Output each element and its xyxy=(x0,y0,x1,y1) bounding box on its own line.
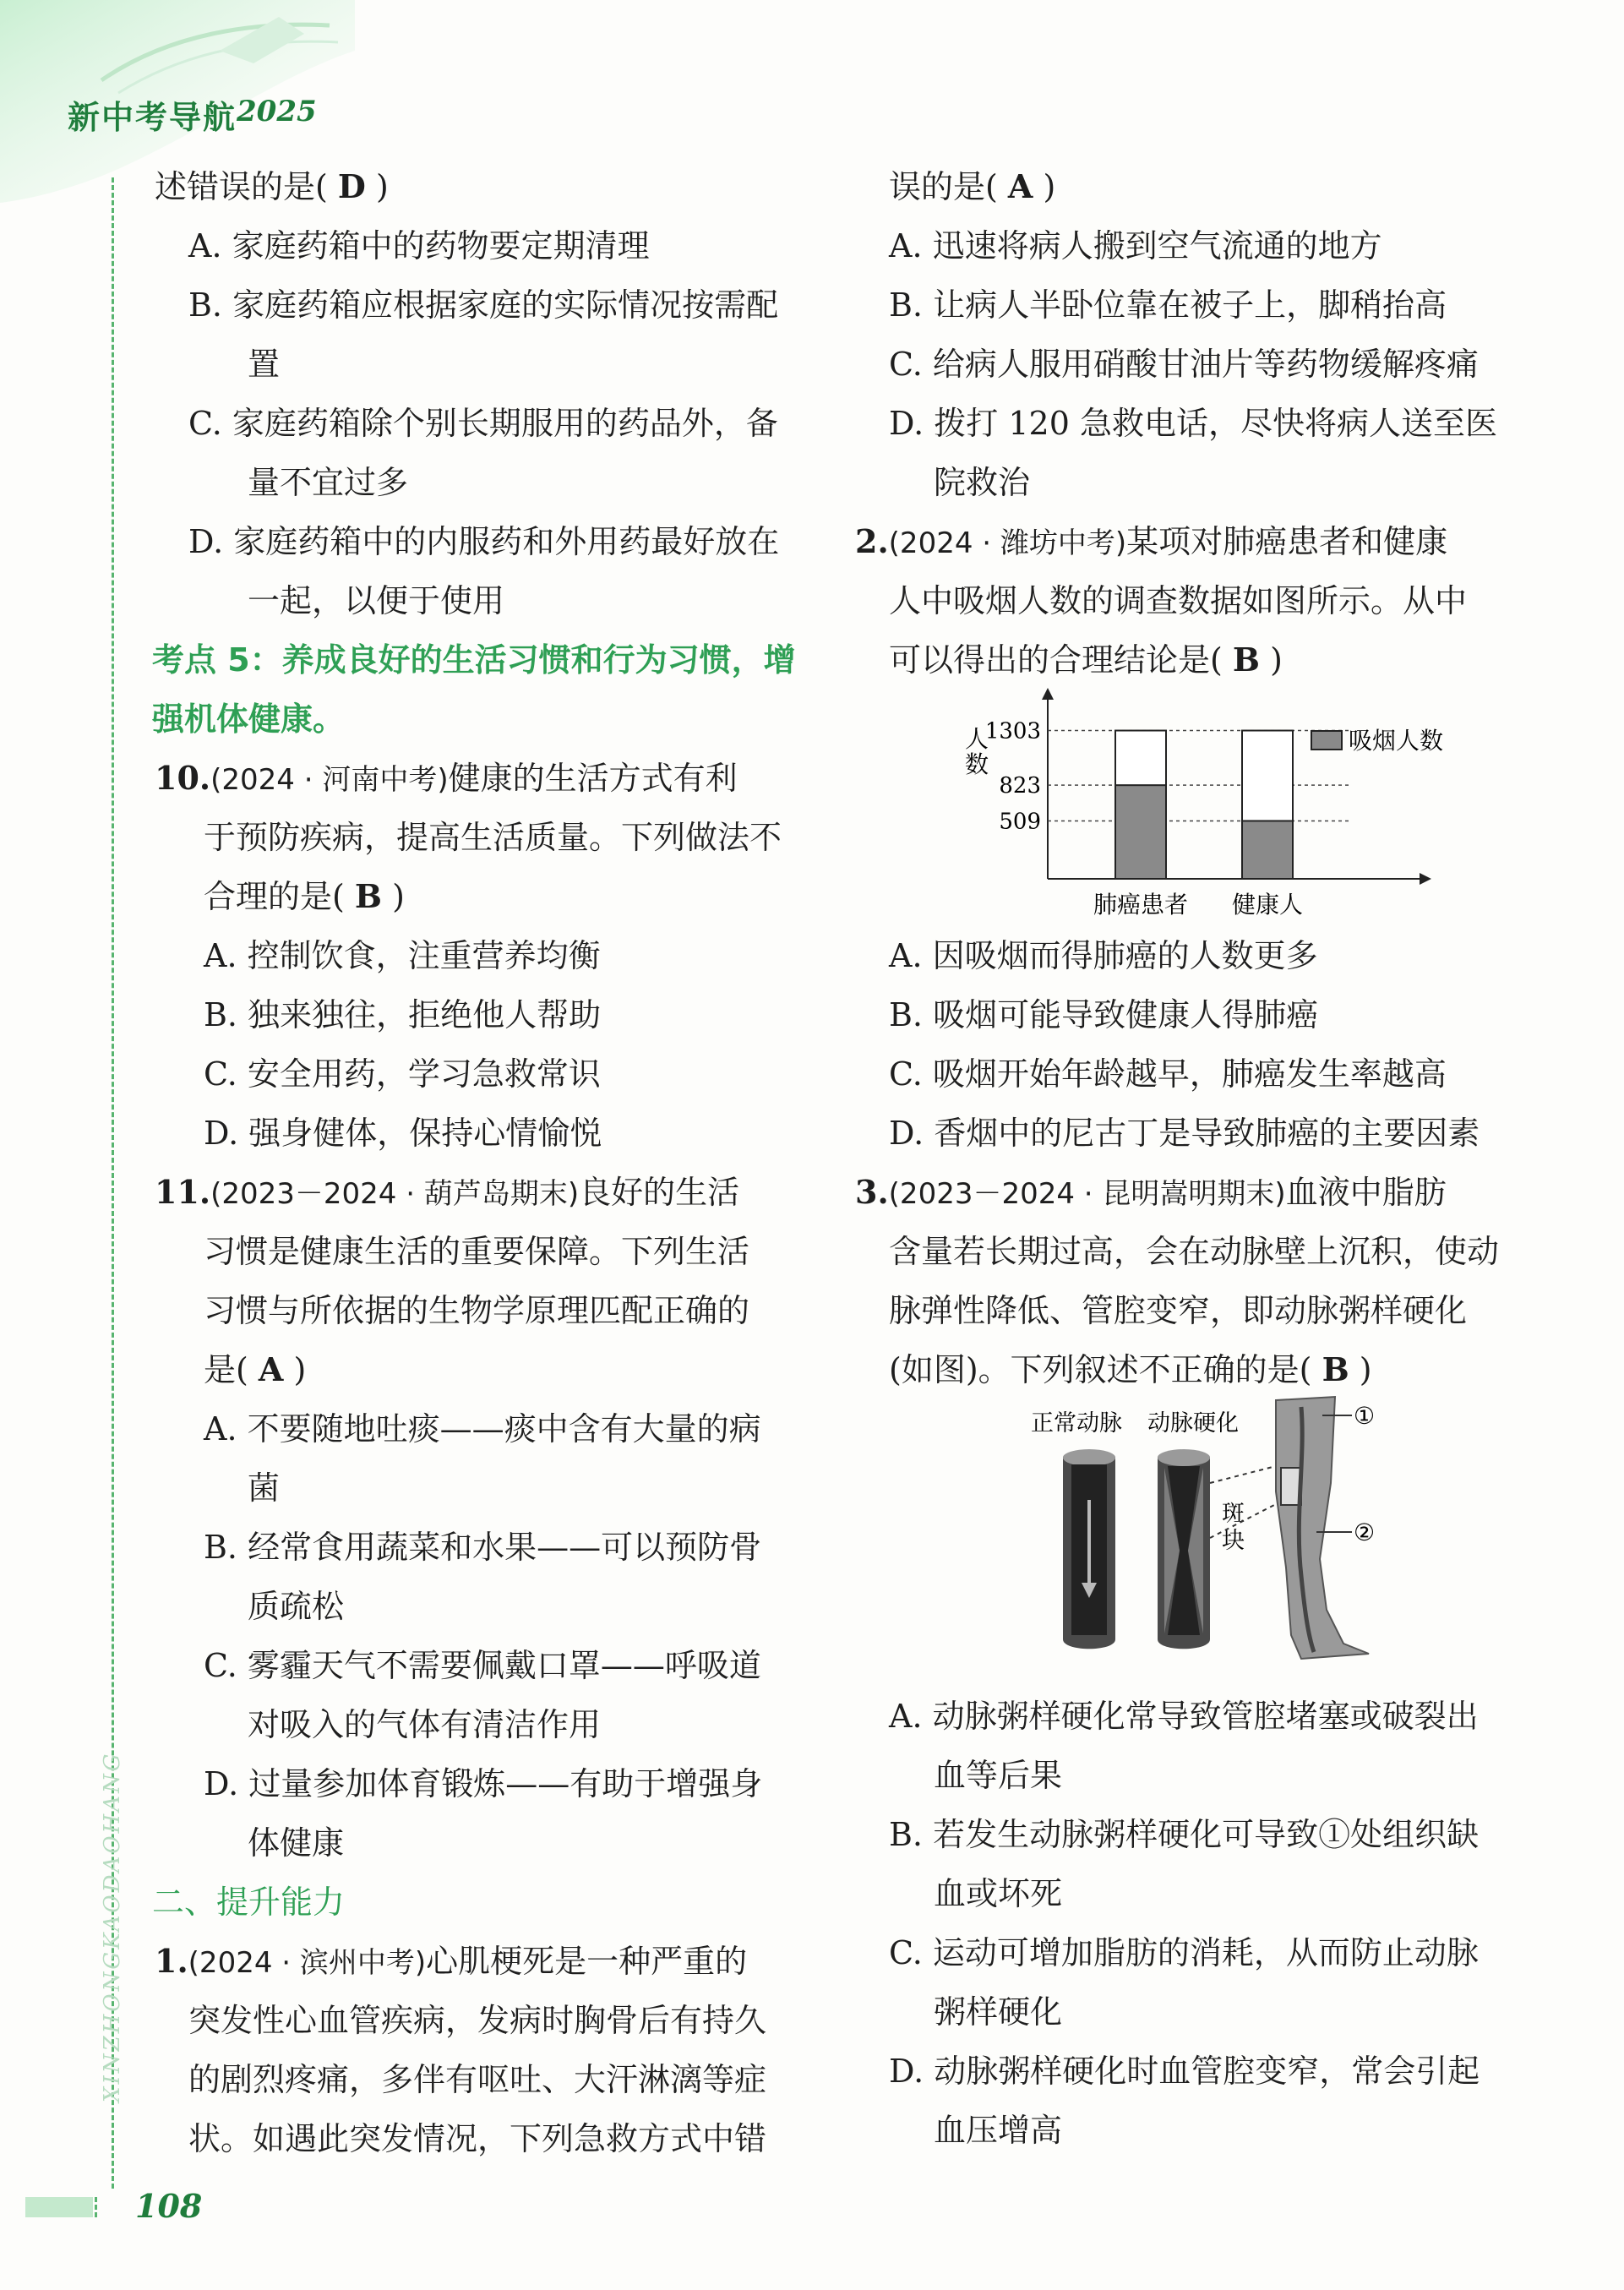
q11-option-c: C. 雾霾天气不需要佩戴口罩——呼吸道 xyxy=(204,1647,761,1684)
q9-option-b: B. 家庭药箱应根据家庭的实际情况按需配 xyxy=(188,286,779,324)
footer-dashes xyxy=(95,2197,114,2217)
side-watermark-text: XINZHONGKAODAOHANG xyxy=(100,1751,125,2102)
p3-option-b-cont: 血或坏死 xyxy=(934,1875,1063,1912)
p3-stem: 3.(2023－2024 · 昆明嵩明期末)血液中脂肪 xyxy=(855,1173,1447,1211)
q10-option-a: A. 控制饮食，注重营养均衡 xyxy=(204,937,601,974)
footer-bar xyxy=(25,2197,93,2217)
p3-option-a-cont: 血等后果 xyxy=(934,1757,1063,1794)
p2-answer: B xyxy=(1232,641,1261,679)
p3-option-c: C. 运动可增加脂肪的消耗，从而防止动脉 xyxy=(889,1934,1479,1971)
y-axis-label-1: 人 xyxy=(965,725,989,753)
header-year: 2025 xyxy=(237,95,317,128)
q10-stem: 10.(2024 · 河南中考)健康的生活方式有利 xyxy=(155,759,738,797)
p3-stem-4: (如图)。下列叙述不正确的是( B ) xyxy=(889,1350,1372,1388)
p3-answer: B xyxy=(1322,1350,1349,1388)
q11-option-a-cont: 菌 xyxy=(248,1469,281,1507)
marker-2: ② xyxy=(1354,1518,1376,1546)
kaodian-heading-cont: 强机体健康。 xyxy=(152,701,346,738)
label-plaque-1: 斑 xyxy=(1222,1501,1245,1527)
p3-stem-3: 脉弹性降低、管腔变窄，即动脉粥样硬化 xyxy=(889,1292,1468,1329)
section-heading: 二、提升能力 xyxy=(152,1884,346,1921)
marker-1: ① xyxy=(1354,1402,1376,1430)
q11-option-d: D. 过量参加体育锻炼——有助于增强身 xyxy=(204,1765,763,1802)
y-axis-label-2: 数 xyxy=(965,750,989,778)
normal-artery xyxy=(1063,1449,1115,1649)
bar-smoker-0 xyxy=(1115,785,1166,879)
smoking-bar-chart xyxy=(946,684,1487,921)
p1-option-c: C. 给病人服用硝酸甘油片等药物缓解疼痛 xyxy=(889,346,1479,383)
p1-option-a: A. 迅速将病人搬到空气流通的地方 xyxy=(889,227,1382,264)
legend-swatch xyxy=(1311,731,1342,750)
p1-stem-2: 突发性心血管疾病，发病时胸骨后有持久 xyxy=(188,2002,767,2039)
q9-tail: 述错误的是( D ) xyxy=(155,167,389,205)
x-category-label-0: 肺癌患者 xyxy=(1093,891,1189,919)
q9-answer: D xyxy=(337,167,366,205)
x-category-label-1: 健康人 xyxy=(1231,891,1304,919)
p2-option-d: D. 香烟中的尼古丁是导致肺癌的主要因素 xyxy=(889,1115,1480,1152)
p1-option-d: D. 拨打 120 急救电话，尽快将病人送至医 xyxy=(889,405,1497,442)
x-axis-arrow xyxy=(1420,873,1431,885)
q10-stem-2: 于预防疾病，提高生活质量。下列做法不 xyxy=(204,819,782,856)
y-tick-label-509: 509 xyxy=(999,809,1041,835)
label-normal-artery: 正常动脉 xyxy=(1031,1410,1122,1437)
q9-option-c-cont: 量不宜过多 xyxy=(248,464,409,501)
p1-stem-4: 状。如遇此突发情况，下列急救方式中错 xyxy=(188,2120,767,2157)
p2-option-a: A. 因吸烟而得肺癌的人数更多 xyxy=(889,937,1318,974)
q11-option-d-cont: 体健康 xyxy=(248,1824,345,1862)
p3-option-b: B. 若发生动脉粥样硬化可导致①处组织缺 xyxy=(889,1816,1480,1853)
y-axis-arrow xyxy=(1042,688,1054,700)
q11-stem-2: 习惯是健康生活的重要保障。下列生活 xyxy=(204,1233,750,1270)
label-hardened-artery: 动脉硬化 xyxy=(1147,1410,1239,1437)
y-tick-label-1303: 1303 xyxy=(984,718,1041,744)
q11-stem-3: 习惯与所依据的生物学原理匹配正确的 xyxy=(204,1292,750,1329)
p2-stem-2: 人中吸烟人数的调查数据如图所示。从中 xyxy=(889,582,1468,619)
legend-label: 吸烟人数 xyxy=(1349,727,1444,755)
kaodian-heading: 考点 5：养成良好的生活习惯和行为习惯，增 xyxy=(152,641,796,679)
p1-option-b: B. 让病人半卧位靠在被子上，脚稍抬高 xyxy=(889,286,1447,324)
p3-option-d: D. 动脉粥样硬化时血管腔变窄，常会引起 xyxy=(889,2053,1480,2090)
q9-option-b-cont: 置 xyxy=(248,346,281,383)
bar-smoker-1 xyxy=(1242,821,1293,879)
q11-stem: 11.(2023－2024 · 葫芦岛期末)良好的生活 xyxy=(155,1173,740,1211)
q9-option-a: A. 家庭药箱中的药物要定期清理 xyxy=(188,227,650,264)
p3-stem-2: 含量若长期过高，会在动脉壁上沉积，使动 xyxy=(889,1233,1500,1270)
q9-option-c: C. 家庭药箱除个别长期服用的药品外，备 xyxy=(188,405,778,442)
q9-option-d: D. 家庭药箱中的内服药和外用药最好放在 xyxy=(188,523,780,560)
right-column xyxy=(855,157,1548,2160)
p2-stem-3: 可以得出的合理结论是( B ) xyxy=(889,641,1283,679)
p1-answer: A xyxy=(1007,167,1033,205)
hardened-artery xyxy=(1158,1449,1210,1649)
q10-answer: B xyxy=(354,877,383,915)
y-tick-label-823: 823 xyxy=(999,773,1041,799)
p1-stem: 1.(2024 · 滨州中考)心肌梗死是一种严重的 xyxy=(155,1942,748,1980)
q11-stem-4: 是( A ) xyxy=(204,1350,307,1388)
q10-option-b: B. 独来独往，拒绝他人帮助 xyxy=(204,996,602,1033)
chart-marks xyxy=(985,688,1431,919)
p1-tail: 误的是( A ) xyxy=(889,167,1056,205)
p1-stem-3: 的剧烈疼痛，多伴有呕吐、大汗淋漓等症 xyxy=(188,2061,767,2098)
q10-option-c: C. 安全用药，学习急救常识 xyxy=(204,1055,601,1093)
q10-option-d: D. 强身健体，保持心情愉悦 xyxy=(204,1115,602,1152)
p2-option-b: B. 吸烟可能导致健康人得肺癌 xyxy=(889,996,1319,1033)
p3-option-d-cont: 血压增高 xyxy=(934,2112,1063,2149)
p2-stem: 2.(2024 · 潍坊中考)某项对肺癌患者和健康 xyxy=(855,522,1448,560)
p3-option-a: A. 动脉粥样硬化常导致管腔堵塞或破裂出 xyxy=(889,1698,1479,1735)
q11-option-a: A. 不要随地吐痰——痰中含有大量的病 xyxy=(204,1410,761,1448)
q11-option-b: B. 经常食用蔬菜和水果——可以预防骨 xyxy=(204,1529,762,1566)
p2-option-c: C. 吸烟开始年龄越早，肺癌发生率越高 xyxy=(889,1055,1447,1093)
left-column xyxy=(152,157,822,2168)
p1-option-d-cont: 院救治 xyxy=(934,464,1031,501)
q9-option-d-cont: 一起，以便于使用 xyxy=(248,582,505,619)
q11-option-c-cont: 对吸入的气体有清洁作用 xyxy=(248,1706,602,1743)
q11-answer: A xyxy=(258,1350,284,1388)
label-plaque-2: 块 xyxy=(1222,1528,1245,1554)
q10-stem-3: 合理的是( B ) xyxy=(204,877,405,915)
p3-option-c-cont: 粥样硬化 xyxy=(934,1993,1063,2031)
artery-figure xyxy=(1022,1390,1411,1669)
page-number: 108 xyxy=(135,2187,203,2225)
header-title: 新中考导航 xyxy=(68,99,237,136)
q11-option-b-cont: 质疏松 xyxy=(248,1588,345,1625)
